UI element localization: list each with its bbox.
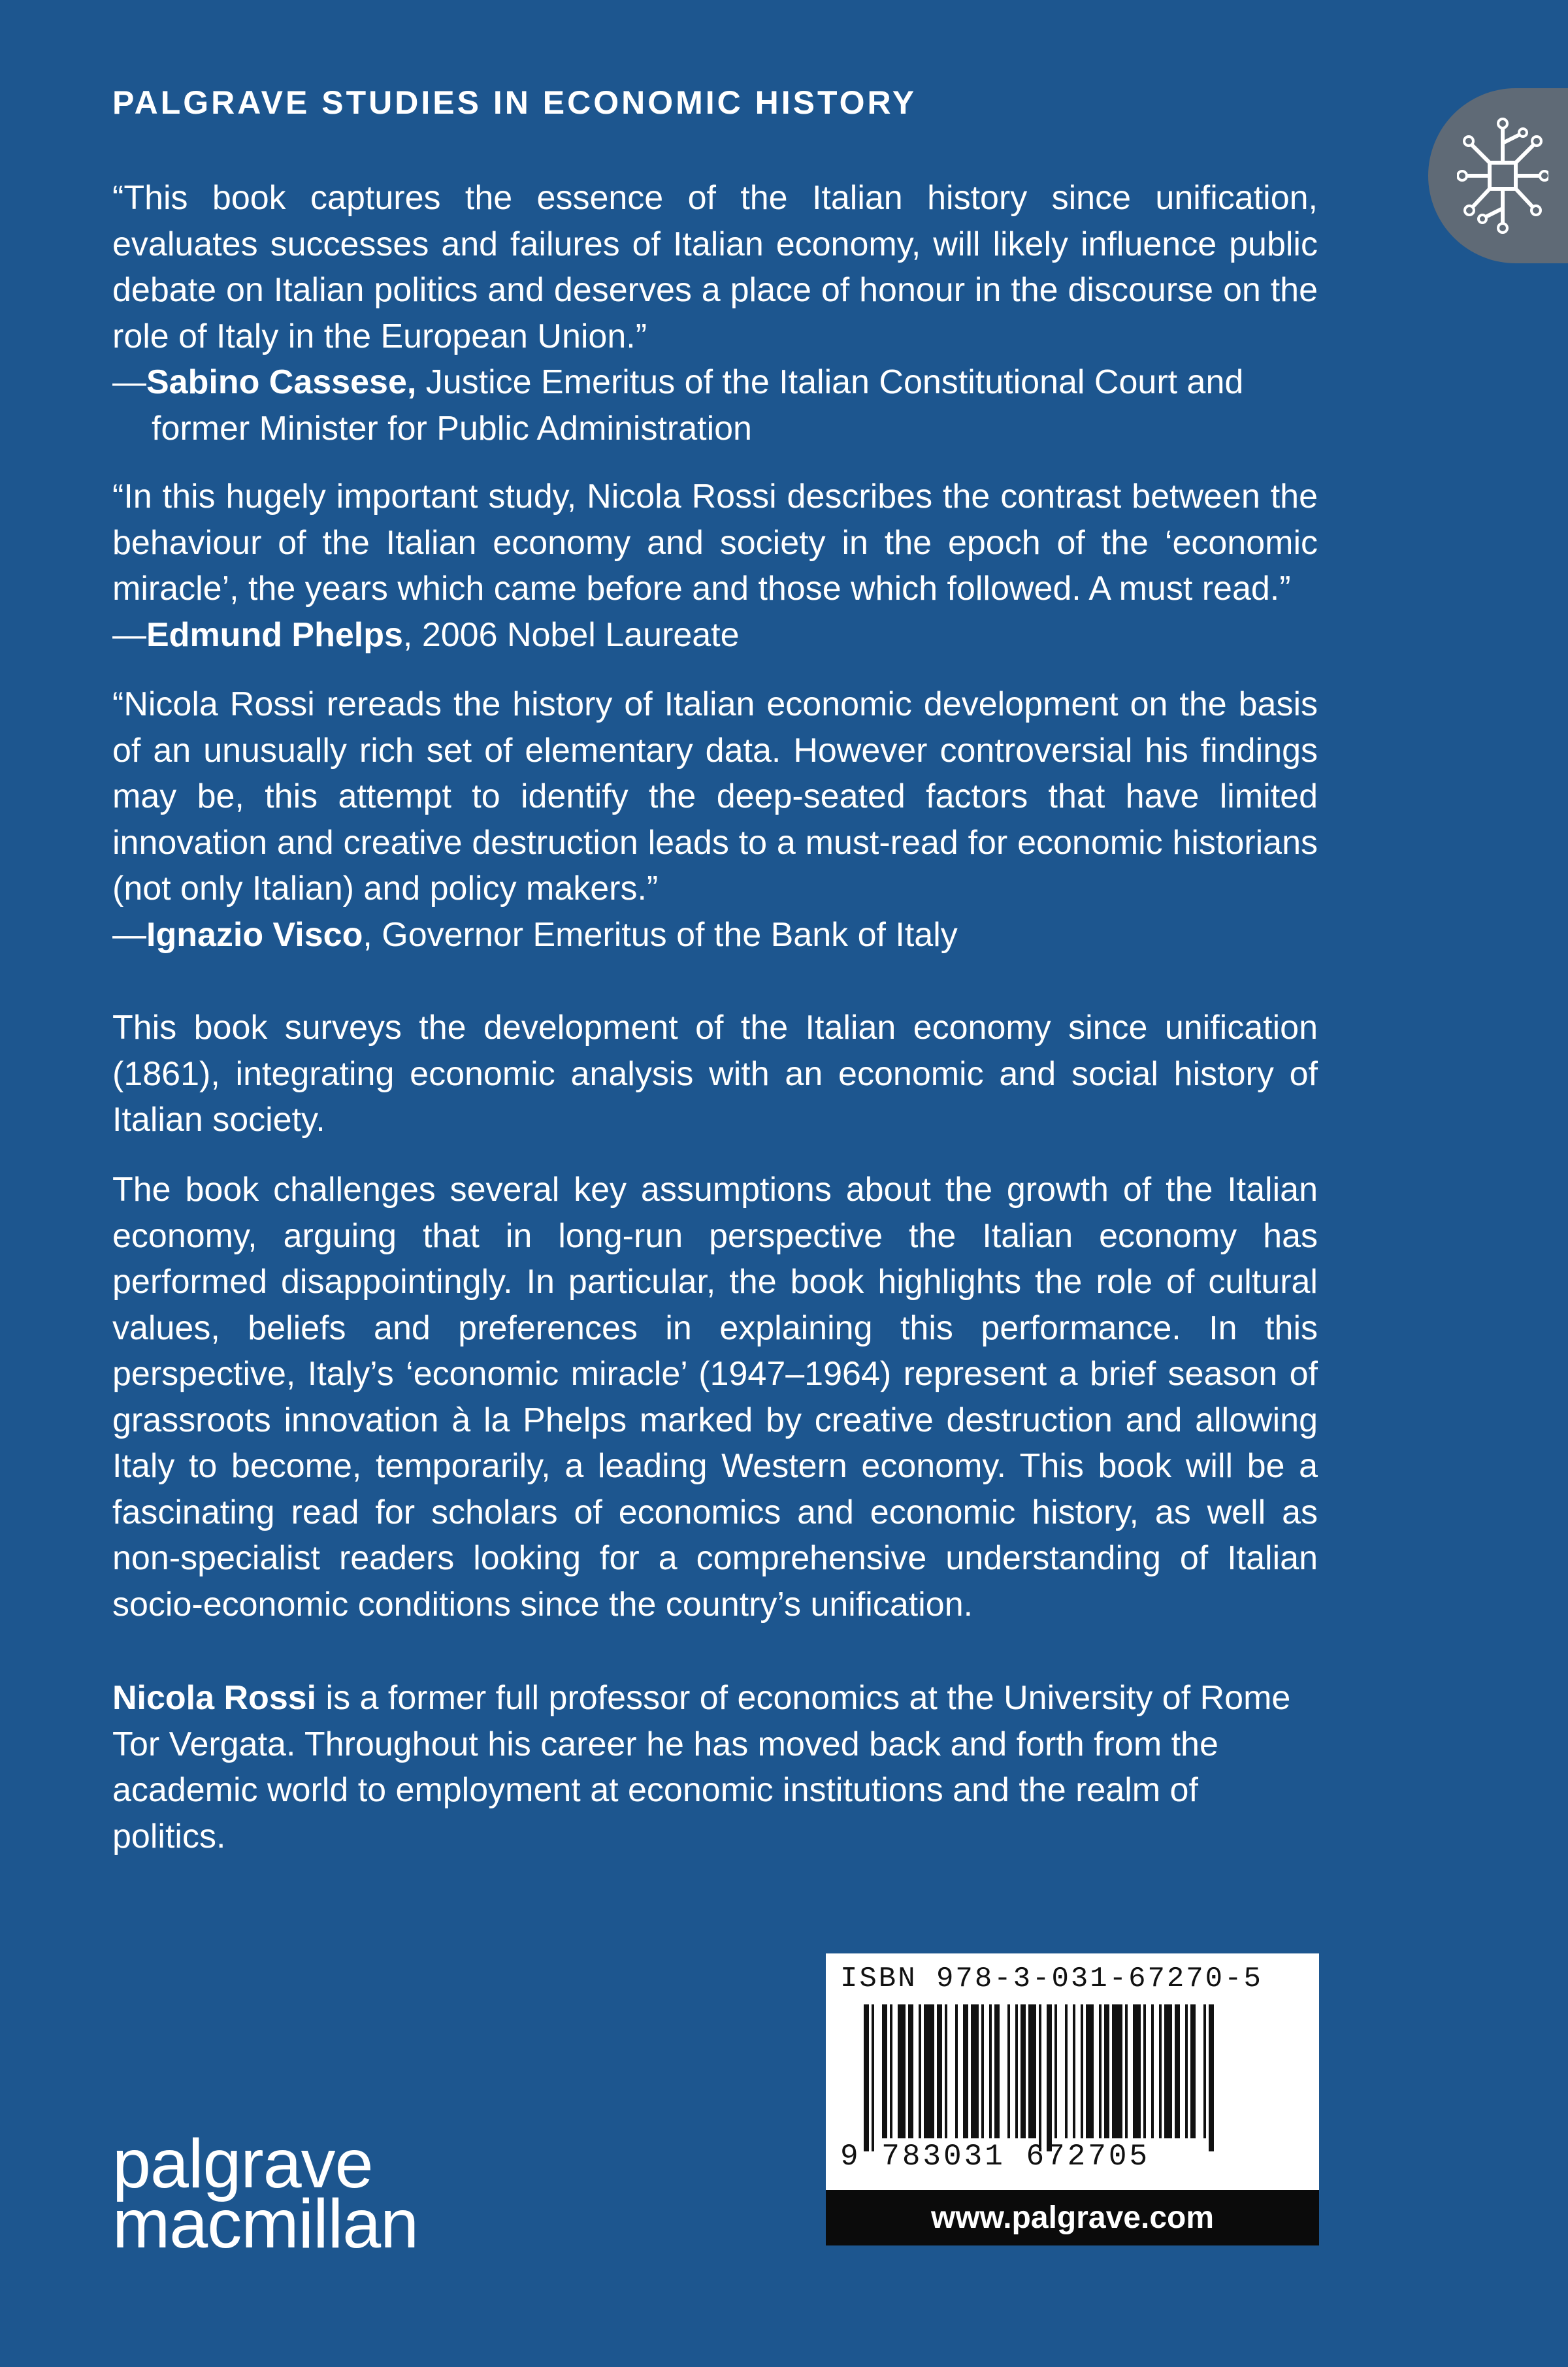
barcode-bar — [1175, 2004, 1180, 2138]
barcode-digits: 9 783031 672705 — [840, 2140, 1151, 2174]
endorsement — [112, 175, 1318, 451]
barcode-bar — [1104, 2004, 1109, 2138]
barcode-bar — [919, 2004, 921, 2138]
author-name: Nicola Rossi — [112, 1679, 317, 1717]
barcode-bar — [945, 2004, 947, 2138]
barcode-bar — [908, 2004, 913, 2138]
barcode-bar — [890, 2004, 892, 2138]
description-paragraph: This book surveys the development of the Italian economy since unification (1861), integrating economic analysis with an economic and social history of Italian society. — [112, 1009, 1318, 1139]
attribution-dash: — — [112, 915, 146, 954]
barcode-bar — [1065, 2004, 1068, 2138]
barcode-bar — [1185, 2004, 1188, 2138]
palgrave-tree-icon — [1457, 110, 1548, 241]
barcode-bar — [1125, 2004, 1128, 2138]
endorsement — [112, 474, 1318, 658]
endorsement-attribution — [112, 912, 1318, 958]
series-title: PALGRAVE STUDIES IN ECONOMIC HISTORY — [112, 84, 917, 121]
barcode-bar — [963, 2004, 968, 2138]
barcode-icon — [864, 2004, 1282, 2151]
barcode-bar — [898, 2004, 906, 2138]
barcode-bar — [1015, 2004, 1018, 2138]
publisher-line2: macmillan — [112, 2185, 419, 2262]
barcode-bar — [1028, 2004, 1036, 2138]
endorser-role: , Governor Emeritus of the Bank of Italy — [363, 915, 958, 954]
barcode-bar — [1151, 2004, 1154, 2138]
endorser-name: Ignazio Visco — [146, 915, 363, 954]
attribution-dash: — — [112, 615, 146, 654]
barcode-bar — [989, 2004, 992, 2138]
barcode-bar — [1203, 2004, 1206, 2138]
endorser-name: Sabino Cassese, — [146, 363, 417, 401]
barcode-bar — [1190, 2004, 1196, 2138]
barcode-bar — [1054, 2004, 1057, 2138]
endorser-role: , 2006 Nobel Laureate — [402, 615, 740, 654]
barcode-box — [826, 1953, 1319, 2190]
barcode-bar — [994, 2004, 1000, 2138]
barcode-bar — [971, 2004, 979, 2138]
barcode-bar — [1164, 2004, 1172, 2138]
endorsement — [112, 681, 1318, 958]
author-bio-text: is a former full professor of economics at the University of Rome Tor Vergata. Throughout his career he has moved back and forth from the academic world to employment at economic institutions and the realm of politics. — [112, 1679, 1291, 1855]
barcode-bar — [1099, 2004, 1102, 2138]
attribution-dash: — — [112, 363, 146, 401]
endorsement-attribution — [112, 612, 1318, 659]
author-bio — [112, 1675, 1318, 1859]
barcode-bar — [937, 2004, 942, 2138]
barcode-bar — [1143, 2004, 1146, 2138]
isbn-label: ISBN 978-3-031-67270-5 — [840, 1963, 1263, 1995]
barcode-bar — [1159, 2004, 1162, 2138]
barcode-bar — [924, 2004, 934, 2138]
endorsement-quote: “This book captures the essence of the Italian history since unification, evaluates successes and failures of Italian economy, will likely influence public debate on Italian politics and deserves a place of honour in the discourse on the role of Italy in the European Union.” — [112, 179, 1318, 355]
barcode-bar — [1081, 2004, 1083, 2138]
endorser-role: Justice Emeritus of the Italian Constitutional Court and former Minister for Public Administration — [152, 363, 1244, 448]
barcode-bar — [1073, 2004, 1075, 2138]
publisher-line1: palgrave — [112, 2125, 373, 2202]
logo-tab — [1428, 88, 1568, 263]
barcode-bar — [864, 2004, 869, 2151]
endorsement-attribution — [112, 359, 1318, 451]
barcode-bar — [1021, 2004, 1026, 2138]
barcode-bar — [1039, 2004, 1041, 2151]
barcode-bar — [1047, 2004, 1052, 2151]
publisher-logo — [112, 2125, 419, 2262]
description-paragraph: The book challenges several key assumptions about the growth of the Italian economy, arguing that in long-run perspective the Italian economy has performed disappointingly. In particular, the book highlights the role of cultural values, beliefs and preferences in explaining this performance. In this perspective, Italy’s ‘economic miracle’ (1947–1964) represent a brief season of grassroots innovation à la Phelps marked by creative destruction and allowing Italy to become, temporarily, a leading Western economy. This book will be a fascinating read for scholars of economics and economic history, as well as non-specialist readers looking for a comprehensive understanding of Italian socio-economic conditions since the country’s unification. — [112, 1171, 1318, 1624]
barcode-bar — [1133, 2004, 1141, 2138]
barcode-bar — [1112, 2004, 1122, 2138]
endorsement-quote: “Nicola Rossi rereads the history of Italian economic development on the basis of an unusually rich set of elementary data. However controversial his findings may be, this attempt to identify the deep-seated factors that have limited innovation and creative destruction leads to a must-read for economic historians (not only Italian) and policy makers.” — [112, 685, 1318, 907]
endorser-name: Edmund Phelps — [146, 615, 403, 654]
endorsement-quote: “In this hugely important study, Nicola Rossi describes the contrast between the behaviour of the Italian economy and society in the epoch of the ‘economic miracle’, the years which came before and those which followed. A must read.” — [112, 478, 1318, 608]
barcode-bar — [1007, 2004, 1010, 2138]
barcode-bar — [955, 2004, 958, 2138]
barcode-bar — [1209, 2004, 1214, 2151]
barcode-bar — [882, 2004, 887, 2138]
barcode-bar — [1086, 2004, 1094, 2138]
barcode-bar — [872, 2004, 874, 2151]
barcode-bar — [981, 2004, 984, 2138]
publisher-url: www.palgrave.com — [826, 2190, 1319, 2245]
